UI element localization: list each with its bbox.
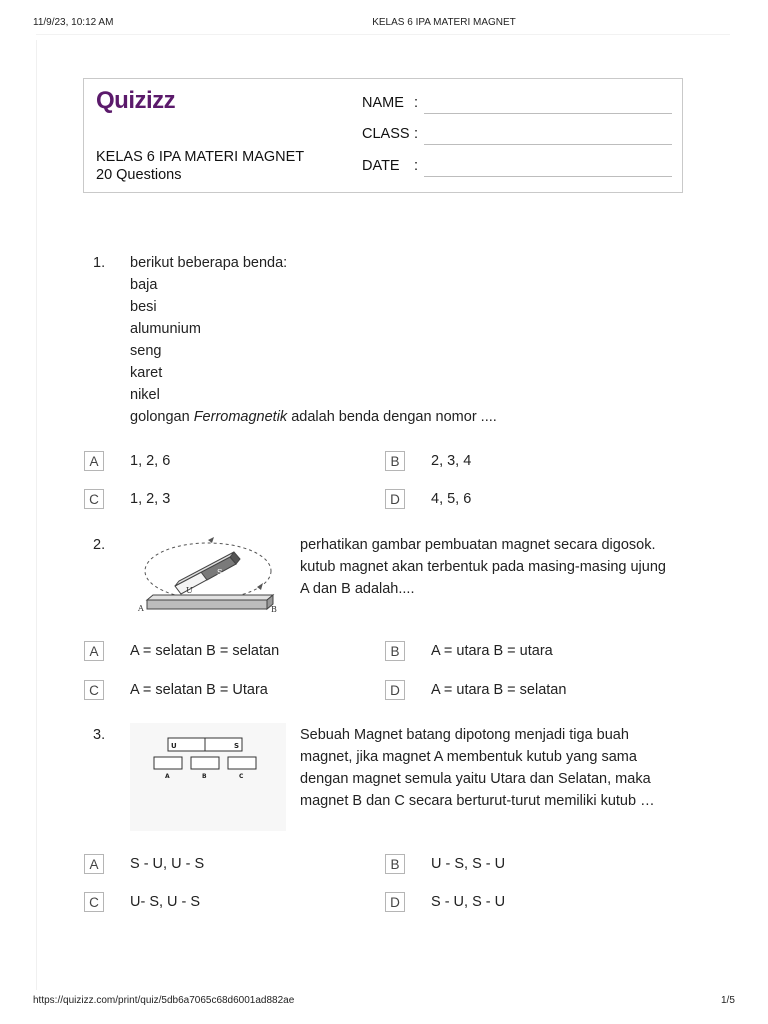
quiz-header-box (83, 78, 683, 193)
q2-option-c-box[interactable]: C (84, 680, 104, 700)
page-edge-top (36, 34, 730, 35)
date-field (362, 158, 418, 174)
question-1-number: 1. (93, 255, 106, 271)
figure-label-s: S (234, 742, 240, 750)
print-title: KELAS 6 IPA MATERI MAGNET (372, 17, 516, 28)
page-number: 1/5 (721, 995, 735, 1006)
page-edge-left (36, 40, 37, 990)
question-line: besi (130, 299, 157, 315)
question-line (130, 406, 497, 428)
name-line (424, 113, 672, 114)
date-line (424, 176, 672, 177)
q3-option-c-box[interactable]: C (84, 892, 104, 912)
question-line: Sebuah Magnet batang dipotong menjadi tiga buah (300, 727, 629, 743)
q2-option-a-box[interactable]: A (84, 641, 104, 661)
question-1-text (130, 252, 497, 428)
date-colon: : (414, 158, 419, 174)
class-colon: : (414, 126, 419, 142)
question-line: dengan magnet semula yaitu Utara dan Selatan, maka (300, 771, 651, 787)
q3-option-d-text[interactable]: S - U, S - U (431, 894, 506, 910)
question-line: perhatikan gambar pembuatan magnet secara digosok. (300, 537, 656, 553)
q3-option-b-box[interactable]: B (385, 854, 405, 874)
q3-option-a-box[interactable]: A (84, 854, 104, 874)
q1-option-b-box[interactable]: B (385, 451, 405, 471)
q1-option-c-box[interactable]: C (84, 489, 104, 509)
question-line: kutub magnet akan terbentuk pada masing-masing ujung (300, 559, 666, 575)
question-line: berikut beberapa benda: (130, 255, 288, 271)
figure-label-c: C (239, 773, 244, 780)
name-label: NAME (362, 95, 404, 111)
quiz-title: KELAS 6 IPA MATERI MAGNET (96, 149, 305, 165)
question-line: magnet, jika magnet A membentuk kutub yang sama (300, 749, 637, 765)
q2-option-d-box[interactable]: D (385, 680, 405, 700)
q2-option-c-text[interactable]: A = selatan B = Utara (130, 682, 268, 698)
quizizz-logo: Quizizz (96, 87, 176, 114)
figure-label-s: S (217, 568, 223, 577)
q2-option-a-text[interactable]: A = selatan B = selatan (130, 643, 280, 659)
figure-label-b: B (271, 605, 277, 614)
figure-label-u: U (186, 586, 193, 595)
q3-option-b-text[interactable]: U - S, S - U (431, 856, 506, 872)
q2-option-d-text[interactable]: A = utara B = selatan (431, 682, 567, 698)
text-after: adalah benda dengan nomor .... (287, 409, 497, 425)
print-header (0, 0, 768, 30)
q3-option-d-box[interactable]: D (385, 892, 405, 912)
print-timestamp: 11/9/23, 10:12 AM (33, 17, 114, 28)
q3-option-c-text[interactable]: U- S, U - S (130, 894, 201, 910)
question-2-text (300, 534, 700, 600)
q2-option-b-box[interactable]: B (385, 641, 405, 661)
q1-option-d-box[interactable]: D (385, 489, 405, 509)
q3-option-a-text[interactable]: S - U, U - S (130, 856, 205, 872)
q2-option-b-text[interactable]: A = utara B = utara (431, 643, 553, 659)
question-line: karet (130, 365, 163, 381)
magnet-rubbing-figure (130, 533, 290, 615)
q1-option-a-text[interactable]: 1, 2, 6 (130, 453, 171, 469)
footer-url[interactable]: https://quizizz.com/print/quiz/5db6a7065c68d6001ad882ae (33, 995, 295, 1006)
text-before: golongan (130, 409, 194, 425)
q1-option-d-text[interactable]: 4, 5, 6 (431, 491, 472, 507)
question-3-text (300, 724, 700, 812)
q1-option-b-text[interactable]: 2, 3, 4 (431, 453, 472, 469)
figure-label-u: U (171, 742, 177, 750)
question-line: A dan B adalah.... (300, 581, 415, 597)
class-line (424, 144, 672, 145)
date-label: DATE (362, 158, 400, 174)
question-2-number: 2. (93, 537, 106, 553)
question-line: nikel (130, 387, 160, 403)
figure-label-a: A (165, 773, 170, 780)
question-line: seng (130, 343, 162, 359)
figure-label-b: B (202, 773, 207, 780)
question-line: baja (130, 277, 158, 293)
q1-option-a-box[interactable]: A (84, 451, 104, 471)
question-line: alumunium (130, 321, 201, 337)
class-label: CLASS (362, 126, 410, 142)
text-italic: Ferromagnetik (193, 409, 288, 425)
name-colon: : (414, 95, 419, 111)
figure-label-a: A (138, 604, 144, 613)
class-field (362, 126, 418, 142)
question-count: 20 Questions (96, 167, 182, 183)
question-line: magnet B dan C secara berturut-turut memiliki kutub … (300, 793, 655, 809)
cut-magnet-figure (130, 723, 286, 831)
q1-option-c-text[interactable]: 1, 2, 3 (130, 491, 171, 507)
question-3-number: 3. (93, 727, 106, 743)
name-field (362, 95, 418, 111)
